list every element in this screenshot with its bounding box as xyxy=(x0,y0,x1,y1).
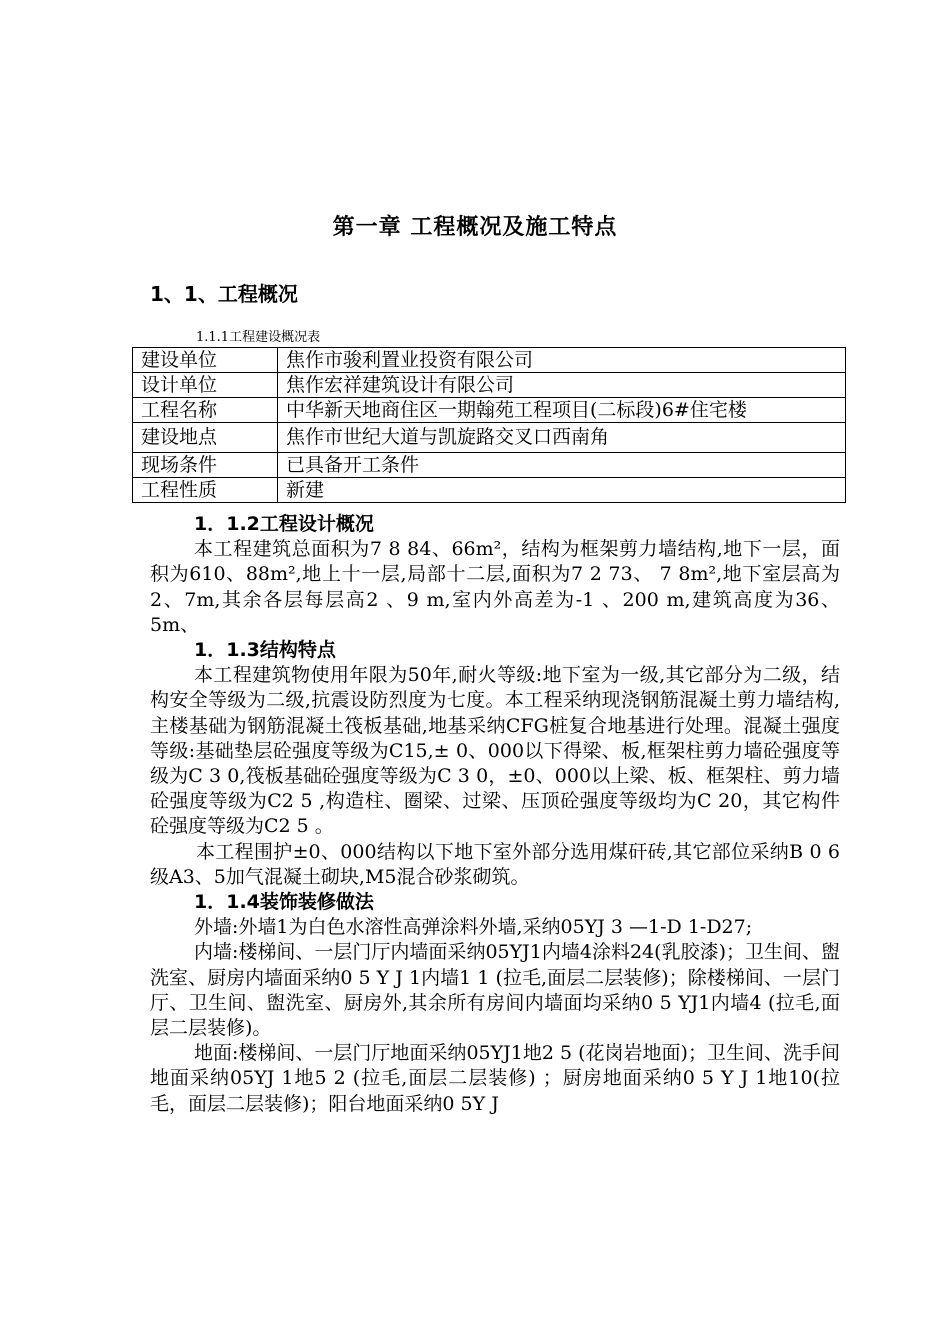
table-row xyxy=(133,373,846,398)
floor-paragraph: 地面:楼梯间、一层门厅地面采纳05YJ1地2 5 (花岗岩地面)；卫生间、洗手间地面采纳05YJ 1地5 2 (拉毛,面层二层装修) ；厨房地面采纳0 5 Y J 1地10(拉毛，面层二层装修)；阳台地面采纳0 5Y J xyxy=(150,1042,840,1115)
table-cell-label: 建设单位 xyxy=(133,348,278,373)
exterior-wall-paragraph: 外墙:外墙1为白色水溶性高弹涂料外墙,采纳05YJ 3 —1-D 1-D27; xyxy=(194,916,753,939)
structure-features-paragraph: 本工程建筑物使用年限为50年,耐火等级:地下室为一级,其它部分为二级，结构安全等级为二级,抗震设防烈度为七度。本工程采纳现浇钢筋混凝土剪力墙结构,主楼基础为钢筋混凝土筏板基础,地基采纳CFG桩复合地基进行处理。混凝土强度等级:基础垫层砼强度等级为C15,± 0、000以下得梁、板,框架柱剪力墙砼强度等级为C 3 0,筏板基础砼强度等级为C 3 0，±0、000以上梁、板、框架柱、剪力墙砼强度等级为C2 5 ,构造柱、圈梁、过梁、压顶砼强度等级均为C 20，其它构件砼强度等级为C2 5 。 xyxy=(150,664,840,838)
chapter-title: 第一章 工程概况及施工特点 xyxy=(332,215,618,240)
table-row xyxy=(133,398,846,423)
interior-wall-paragraph: 内墙:楼梯间、一层门厅内墙面采纳05YJ1内墙4涂料24(乳胶漆)；卫生间、盥洗室、厨房内墙面采纳0 5 Y J 1内墙1 1 (拉毛,面层二层装修)；除楼梯间、一层门厅、卫生间、盥洗室、厨房外,其余所有房间内墙面均采纳0 5 YJ1内墙4 (拉毛,面层二层装修)。 xyxy=(150,941,840,1040)
design-overview-heading: 1．1.2工程设计概况 xyxy=(194,513,374,535)
table-row xyxy=(133,478,846,503)
table-cell-label: 现场条件 xyxy=(133,453,278,478)
table-row xyxy=(133,348,846,373)
table-cell-value: 焦作市世纪大道与凯旋路交叉口西南角 xyxy=(278,423,846,453)
structure-features-heading: 1．1.3结构特点 xyxy=(194,639,336,662)
table-cell-value: 焦作宏祥建筑设计有限公司 xyxy=(278,373,846,398)
table-row xyxy=(133,453,846,478)
table-cell-label: 工程性质 xyxy=(133,478,278,503)
body-text xyxy=(150,512,840,1117)
section-heading: 1、1、工程概况 xyxy=(150,282,298,306)
table-caption: 1.1.1工程建设概况表 xyxy=(196,330,321,345)
table-cell-value: 已具备开工条件 xyxy=(278,453,846,478)
decoration-heading: 1．1.4装饰装修做法 xyxy=(194,891,374,914)
table-cell-label: 建设地点 xyxy=(133,423,278,453)
table-cell-value: 新建 xyxy=(278,478,846,503)
design-overview-paragraph: 本工程建筑总面积为7 8 84、66m²，结构为框架剪力墙结构,地下一层，面积为610、88m²,地上十一层,局部十二层,面积为7 2 73、 7 8m²,地下室层高为2、7m,其余各层每层高2 、9 m,室内外高差为-1 、200 m,建筑高度为36、5m、 xyxy=(150,538,840,636)
project-overview-table xyxy=(132,347,846,503)
enclosure-paragraph: 本工程围护±0、000结构以下地下室外部分选用煤矸砖,其它部位采纳B 0 6级A3、5加气混凝土砌块,M5混合砂浆砌筑。 xyxy=(150,840,840,888)
table-cell-label: 设计单位 xyxy=(133,373,278,398)
table-row xyxy=(133,423,846,453)
table-cell-value: 焦作市骏利置业投资有限公司 xyxy=(278,348,846,373)
table-cell-value: 中华新天地商住区一期翰苑工程项目(二标段)6#住宅楼 xyxy=(278,398,846,423)
table-cell-label: 工程名称 xyxy=(133,398,278,423)
